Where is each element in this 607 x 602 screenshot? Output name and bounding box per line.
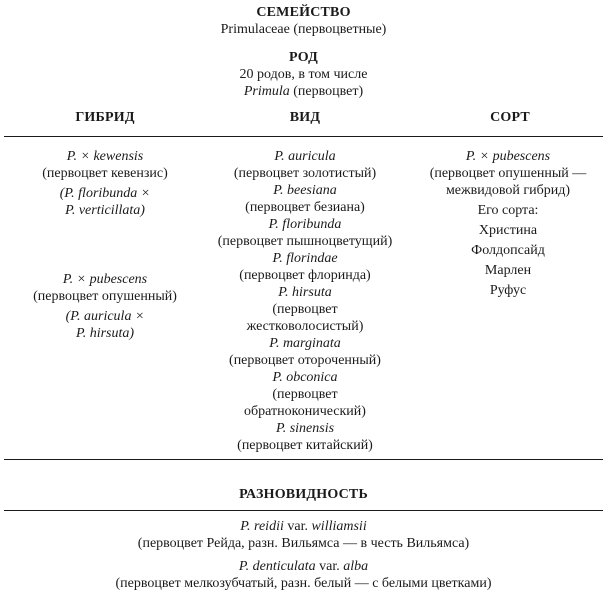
- variety-list: [0, 518, 607, 592]
- hybrid-entry: [2, 148, 208, 219]
- cultivar-common: межвидовой гибрид): [445, 183, 571, 198]
- family-name: Primulaceae (первоцветные): [220, 22, 387, 37]
- species-common: жестковолосистый): [246, 319, 364, 334]
- variety-species-latin: P. denticulata: [238, 559, 316, 574]
- species-column: [204, 148, 406, 454]
- cultivar-item: Фолдопсайд: [471, 243, 545, 258]
- variety-latin-line: [0, 518, 607, 535]
- cultivar-column: [410, 148, 606, 299]
- hybrid-parents: (P. auricula ×: [65, 309, 145, 324]
- species-latin: P. hirsuta: [278, 285, 332, 300]
- variety-rank: var.: [283, 519, 312, 534]
- variety-heading: РАЗНОВИДНОСТЬ: [239, 487, 368, 502]
- species-common: (первоцвет: [272, 387, 338, 402]
- species-common: (первоцвет: [272, 302, 338, 317]
- variety-latin: alba: [343, 559, 369, 574]
- variety-item: [0, 518, 607, 552]
- genus-latin: Primula: [243, 84, 290, 99]
- cultivar-item: Христина: [478, 223, 538, 238]
- family-heading: СЕМЕЙСТВО: [256, 5, 351, 20]
- species-common: (первоцвет китайский): [237, 438, 373, 453]
- variety-item: [0, 558, 607, 592]
- hybrid-column: [2, 148, 208, 342]
- genus-line2: [0, 83, 607, 100]
- column-header-species: ВИД: [289, 110, 321, 125]
- family-section: [0, 4, 607, 38]
- hybrid-entry: [2, 271, 208, 342]
- variety-latin: williamsii: [311, 519, 367, 534]
- variety-species-latin: P. reidii: [240, 519, 284, 534]
- hybrid-common: (первоцвет опушенный): [33, 289, 177, 304]
- species-latin: P. obconica: [272, 370, 338, 385]
- variety-rank: var.: [315, 559, 344, 574]
- genus-common: (первоцвет): [293, 84, 364, 99]
- species-common: (первоцвет золотистый): [233, 166, 377, 181]
- variety-latin-line: [0, 558, 607, 575]
- hybrid-parents: P. verticillata): [65, 203, 145, 218]
- species-latin: P. marginata: [269, 336, 341, 351]
- column-header-cultivar: СОРТ: [490, 110, 530, 125]
- variety-common: (первоцвет мелкозубчатый, разн. белый — с белыми цветками): [115, 576, 492, 591]
- divider-bottom: [4, 510, 603, 511]
- cultivar-common: (первоцвет опушенный —: [429, 166, 587, 181]
- cultivar-item: Руфус: [489, 283, 527, 298]
- hybrid-latin: P. × pubescens: [62, 272, 148, 287]
- species-latin: P. floribunda: [268, 217, 342, 232]
- cultivar-item: Марлен: [484, 263, 532, 278]
- hybrid-parents: P. hirsuta): [75, 326, 135, 341]
- genus-heading: РОД: [289, 50, 318, 65]
- hybrid-parents: (P. floribunda ×: [59, 186, 151, 201]
- species-common: (первоцвет отороченный): [229, 353, 381, 368]
- cultivar-latin: P. × pubescens: [465, 149, 551, 164]
- divider-middle: [4, 459, 603, 460]
- hybrid-common: (первоцвет кевензис): [42, 166, 168, 181]
- hybrid-latin: P. × kewensis: [66, 149, 144, 164]
- genus-section: [0, 49, 607, 100]
- variety-common: (первоцвет Рейда, разн. Вильямса — в честь Вильямса): [137, 536, 470, 551]
- species-common: (первоцвет пышноцветущий): [217, 234, 393, 249]
- column-header-hybrid: ГИБРИД: [75, 110, 135, 125]
- species-common: (первоцвет безиана): [245, 200, 365, 215]
- genus-line1: 20 родов, в том числе: [239, 67, 368, 82]
- species-latin: P. auricula: [274, 149, 336, 164]
- cultivar-label: Его сорта:: [477, 203, 539, 218]
- species-latin: P. sinensis: [275, 421, 335, 436]
- divider-top: [4, 136, 603, 137]
- species-common: (первоцвет флоринда): [239, 268, 371, 283]
- species-common: обратноконический): [244, 404, 366, 419]
- species-latin: P. beesiana: [273, 183, 337, 198]
- species-latin: P. florindae: [272, 251, 338, 266]
